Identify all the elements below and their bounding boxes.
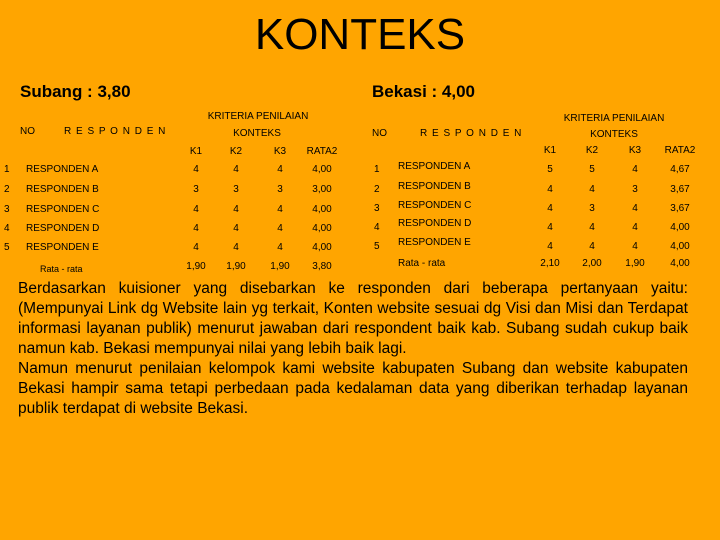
bekasi-avg-label: Rata - rata bbox=[398, 258, 446, 269]
bekasi-col-k3: K3 bbox=[628, 145, 642, 156]
bekasi-avg-k3: 1,90 bbox=[625, 258, 645, 269]
table-row-name: RESPONDEN D bbox=[398, 218, 472, 229]
bekasi-no-header: NO bbox=[372, 128, 387, 139]
subang-heading: Subang : 3,80 bbox=[20, 82, 131, 101]
table-cell-k2: 4 bbox=[589, 184, 595, 195]
page-title: KONTEKS bbox=[254, 10, 466, 59]
table-cell-k3: 4 bbox=[632, 222, 638, 233]
bekasi-kriteria-header: KRITERIA PENILAIAN bbox=[563, 113, 665, 124]
table-cell-k1: 4 bbox=[547, 184, 553, 195]
subang-col-k1: K1 bbox=[189, 146, 203, 157]
subang-avg-label: Rata - rata bbox=[40, 264, 83, 274]
subang-responden-header: R E S P O N D E N bbox=[64, 126, 167, 137]
table-row-no: 2 bbox=[374, 184, 380, 195]
bekasi-heading: Bekasi : 4,00 bbox=[372, 82, 476, 101]
table-cell-k2: 3 bbox=[233, 184, 239, 195]
subang-avg-k1: 1,90 bbox=[186, 261, 206, 272]
bekasi-col-k1: K1 bbox=[543, 145, 557, 156]
table-cell-rata: 3,67 bbox=[670, 184, 690, 195]
paragraph-2: Namun menurut penilaian kelompok kami website kabupaten Subang dan website kabupaten Bekasi hampir sama tetapi perbedaan pada kedalaman data yang diberikan terhadap layanan publik terdapat di website Bekasi. bbox=[18, 360, 688, 417]
subang-col-k3: K3 bbox=[273, 146, 287, 157]
table-cell-rata: 4,00 bbox=[312, 204, 332, 215]
table-cell-k1: 3 bbox=[193, 184, 199, 195]
subang-avg-k3: 1,90 bbox=[270, 261, 290, 272]
table-row-no: 3 bbox=[4, 204, 10, 215]
table-cell-k3: 3 bbox=[277, 184, 283, 195]
table-cell-k3: 4 bbox=[632, 241, 638, 252]
conclusion-text bbox=[18, 279, 688, 419]
table-row-no: 5 bbox=[374, 241, 380, 252]
table-row-no: 5 bbox=[4, 242, 10, 253]
subang-avg-rata: 3,80 bbox=[312, 261, 332, 272]
table-row-no: 3 bbox=[374, 203, 380, 214]
table-cell-k1: 4 bbox=[547, 222, 553, 233]
table-cell-k2: 4 bbox=[589, 222, 595, 233]
table-cell-k3: 4 bbox=[277, 164, 283, 175]
table-cell-k3: 4 bbox=[632, 203, 638, 214]
table-row-name: RESPONDEN A bbox=[26, 164, 99, 175]
table-cell-k2: 4 bbox=[589, 241, 595, 252]
table-row-no: 2 bbox=[4, 184, 10, 195]
table-cell-k3: 3 bbox=[632, 184, 638, 195]
table-row-name: RESPONDEN C bbox=[26, 204, 100, 215]
table-cell-k3: 4 bbox=[277, 242, 283, 253]
subang-kriteria-header: KRITERIA PENILAIAN bbox=[207, 111, 309, 122]
table-cell-k1: 4 bbox=[547, 241, 553, 252]
table-row-no: 4 bbox=[4, 223, 10, 234]
table-cell-rata: 4,00 bbox=[670, 241, 690, 252]
bekasi-col-rata: RATA2 bbox=[664, 145, 696, 156]
table-cell-rata: 3,67 bbox=[670, 203, 690, 214]
table-row-name: RESPONDEN E bbox=[398, 237, 471, 248]
table-row-no: 1 bbox=[4, 164, 10, 175]
table-cell-rata: 4,00 bbox=[312, 164, 332, 175]
table-cell-k1: 4 bbox=[547, 203, 553, 214]
table-cell-k2: 4 bbox=[233, 242, 239, 253]
table-cell-k2: 4 bbox=[233, 204, 239, 215]
table-cell-k2: 4 bbox=[233, 164, 239, 175]
table-cell-k3: 4 bbox=[277, 223, 283, 234]
table-cell-k2: 3 bbox=[589, 203, 595, 214]
table-row-name: RESPONDEN A bbox=[398, 161, 471, 172]
subang-konteks-header: KONTEKS bbox=[233, 128, 281, 139]
table-cell-rata: 4,00 bbox=[670, 222, 690, 233]
bekasi-col-k2: K2 bbox=[585, 145, 599, 156]
table-cell-k2: 4 bbox=[233, 223, 239, 234]
subang-col-k2: K2 bbox=[229, 146, 243, 157]
bekasi-responden-header: R E S P O N D E N bbox=[420, 128, 523, 139]
bekasi-konteks-header: KONTEKS bbox=[590, 129, 638, 140]
table-cell-k1: 4 bbox=[193, 164, 199, 175]
table-cell-k3: 4 bbox=[632, 164, 638, 175]
subang-avg-k2: 1,90 bbox=[226, 261, 246, 272]
table-cell-rata: 3,00 bbox=[312, 184, 332, 195]
table-cell-k2: 5 bbox=[589, 164, 595, 175]
table-row-name: RESPONDEN D bbox=[26, 223, 100, 234]
paragraph-1: Berdasarkan kuisioner yang disebarkan ke responden dari beberapa pertanyaan yaitu: (Mempunyai Link dg Website lain yg terkait, Konten website sesuai dg Visi dan Misi dan Terdapat informasi layanan publik) menurut jawaban dari respondent baik kab. Subang sudah cukup baik namun kab. Bekasi mempunyai nilai yang lebih baik lagi. bbox=[18, 280, 688, 357]
table-row-name: RESPONDEN C bbox=[398, 200, 472, 211]
table-row-name: RESPONDEN B bbox=[398, 181, 471, 192]
subang-no-header: NO bbox=[20, 126, 35, 137]
table-cell-k3: 4 bbox=[277, 204, 283, 215]
table-cell-k1: 4 bbox=[193, 204, 199, 215]
subang-col-rata: RATA2 bbox=[306, 146, 338, 157]
bekasi-avg-rata: 4,00 bbox=[670, 258, 690, 269]
bekasi-avg-k2: 2,00 bbox=[582, 258, 602, 269]
bekasi-avg-k1: 2,10 bbox=[540, 258, 560, 269]
table-cell-k1: 4 bbox=[193, 242, 199, 253]
table-cell-rata: 4,67 bbox=[670, 164, 690, 175]
table-cell-k1: 4 bbox=[193, 223, 199, 234]
table-cell-rata: 4,00 bbox=[312, 242, 332, 253]
table-row-name: RESPONDEN E bbox=[26, 242, 99, 253]
table-row-name: RESPONDEN B bbox=[26, 184, 99, 195]
table-cell-rata: 4,00 bbox=[312, 223, 332, 234]
table-row-no: 1 bbox=[374, 164, 380, 175]
table-row-no: 4 bbox=[374, 222, 380, 233]
table-cell-k1: 5 bbox=[547, 164, 553, 175]
